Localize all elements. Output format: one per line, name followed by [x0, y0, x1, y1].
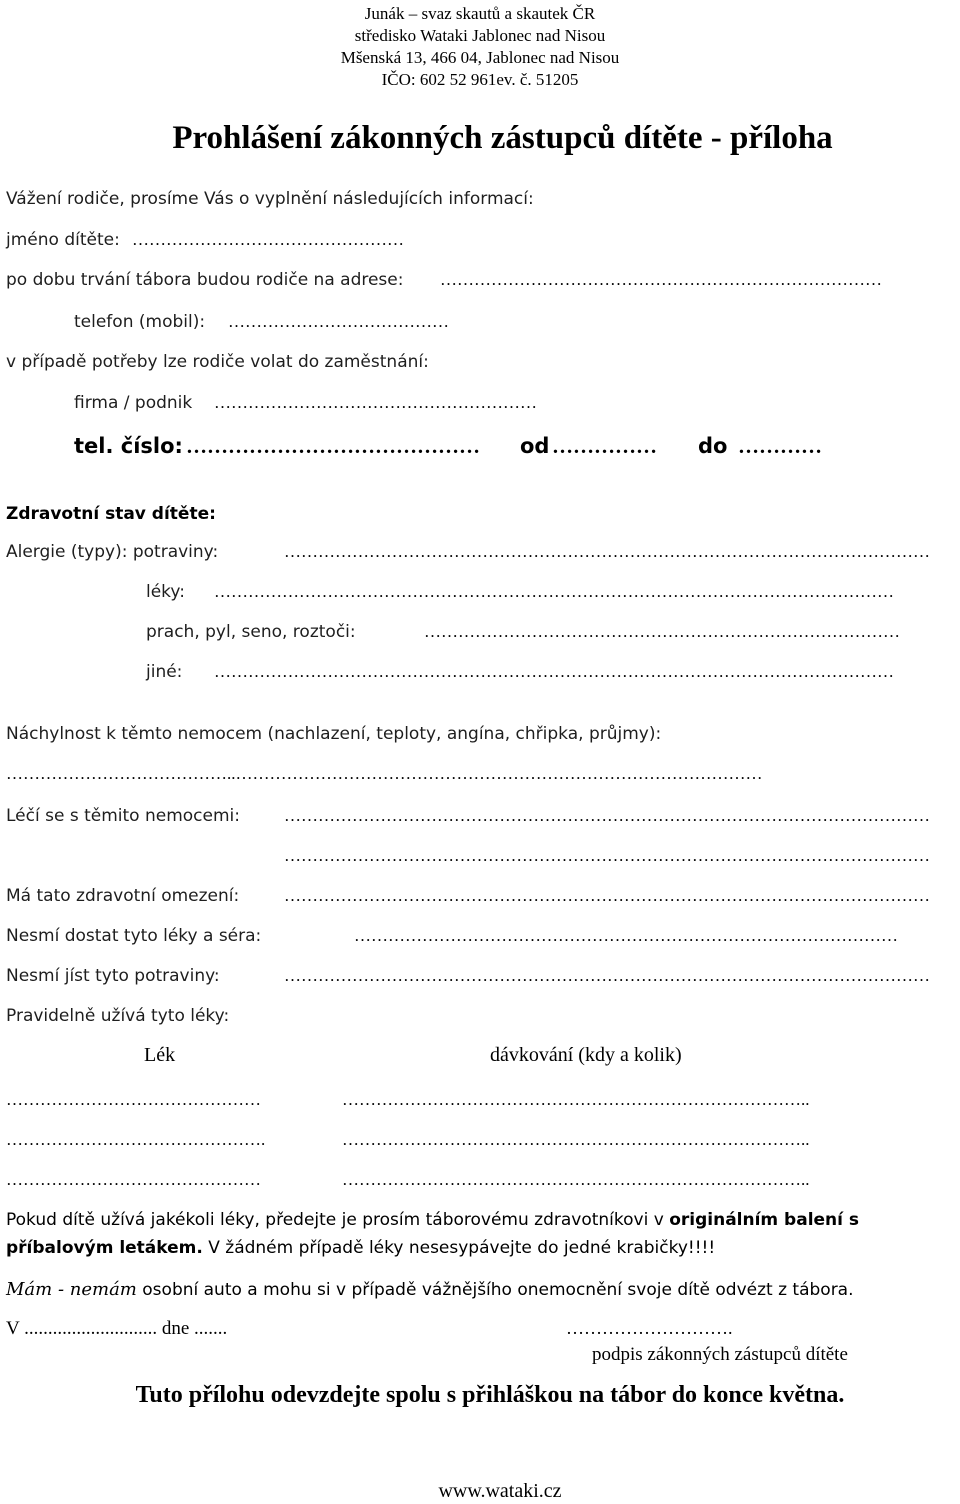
- signature-label: podpis zákonných zástupců dítěte: [592, 1344, 848, 1365]
- drug-field-2[interactable]: ……………………………………….: [6, 1130, 266, 1149]
- car-choice[interactable]: Mám - nemám: [6, 1279, 137, 1300]
- regular-drugs-label: Pravidelně užívá tyto léky:: [6, 1006, 230, 1026]
- place-date-field[interactable]: V ............................ dne .......: [6, 1318, 228, 1339]
- org-address: Mšenská 13, 466 04, Jablonec nad Nisou: [340, 48, 620, 67]
- org-name: Junák – svaz skautů a skautek ČR: [364, 4, 596, 23]
- from-field[interactable]: ……………: [552, 434, 657, 458]
- allergy-dust-label: prach, pyl, seno, roztoči:: [146, 622, 356, 642]
- medication-notice-warning: V žádném případě léky nesesypávejte do jedné krabičky!!!!: [202, 1238, 716, 1258]
- final-instruction: Tuto přílohu odevzdejte spolu s přihláškou na tábor do konce května.: [135, 1382, 845, 1408]
- car-statement: [6, 1279, 854, 1301]
- treated-field-1[interactable]: ……………………………………………………………………………………………………: [284, 806, 930, 825]
- limits-label: Má tato zdravotní omezení:: [6, 886, 240, 906]
- allergy-other-label: jiné:: [146, 662, 183, 682]
- child-name-label: jméno dítěte:: [6, 230, 120, 250]
- allergy-drugs-field[interactable]: …………………………………………………………………………………………………………: [214, 582, 894, 601]
- allergy-other-field[interactable]: …………………………………………………………………………………………………………: [214, 662, 894, 681]
- page-title: Prohlášení zákonných zástupců dítěte - příloha: [172, 120, 833, 156]
- allergy-drugs-label: léky:: [146, 582, 185, 602]
- signature-field[interactable]: ……………………….: [566, 1318, 733, 1338]
- medication-notice-text: Pokud dítě užívá jakékoli léky, předejte je prosím táborovému zdravotníkovi v: [6, 1210, 670, 1230]
- treated-field-2[interactable]: ……………………………………………………………………………………………………: [284, 846, 930, 865]
- to-label: do: [698, 434, 728, 458]
- tel-number-field[interactable]: ……………………………………: [186, 434, 480, 458]
- company-label: firma / podnik: [74, 393, 193, 413]
- limits-field[interactable]: ……………………………………………………………………………………………………: [284, 886, 930, 905]
- health-heading: Zdravotní stav dítěte:: [6, 504, 216, 524]
- prone-field[interactable]: …………………………………..…………………………………………………………………………………: [6, 764, 763, 783]
- medication-notice: [6, 1206, 946, 1262]
- child-name-field[interactable]: …………………………………………: [132, 230, 404, 249]
- company-field[interactable]: …………………………………………………: [214, 393, 537, 412]
- prone-label: Náchylnost k těmto nemocem (nachlazení, teploty, angína, chřipka, průjmy):: [6, 724, 662, 744]
- medication-notice-bold: originálním balení s příbalovým letákem.: [6, 1210, 860, 1258]
- intro-text: Vážení rodiče, prosíme Vás o vyplnění následujících informací:: [6, 189, 534, 209]
- from-label: od: [520, 434, 550, 458]
- dose-column-header: dávkování (kdy a kolik): [490, 1044, 682, 1066]
- address-label: po dobu trvání tábora budou rodiče na adrese:: [6, 270, 404, 290]
- tel-number-label: tel. číslo:: [74, 434, 183, 458]
- dose-field-2[interactable]: ………………………………………………………………………..: [342, 1130, 810, 1149]
- dose-field-1[interactable]: ………………………………………………………………………..: [342, 1090, 810, 1109]
- no-drugs-field[interactable]: ……………………………………………………………………………………: [354, 926, 898, 945]
- drug-column-header: Lék: [144, 1044, 176, 1066]
- drug-field-3[interactable]: ………………………………………: [6, 1170, 261, 1189]
- work-intro-label: v případě potřeby lze rodiče volat do zaměstnání:: [6, 352, 429, 372]
- dose-field-3[interactable]: ………………………………………………………………………..: [342, 1170, 810, 1189]
- allergy-food-label: Alergie (typy): potraviny:: [6, 542, 219, 562]
- car-statement-text: osobní auto a mohu si v případě vážnějšího onemocnění svoje dítě odvézt z tábora.: [136, 1280, 854, 1300]
- allergy-dust-field[interactable]: …………………………………………………………………………: [424, 622, 900, 641]
- phone-field[interactable]: …………………………………: [228, 312, 449, 331]
- no-drugs-label: Nesmí dostat tyto léky a séra:: [6, 926, 262, 946]
- org-unit: středisko Wataki Jablonec nad Nisou: [354, 26, 606, 45]
- no-food-field[interactable]: ……………………………………………………………………………………………………: [284, 966, 930, 985]
- to-field[interactable]: …………: [738, 434, 822, 458]
- phone-label: telefon (mobil):: [74, 312, 206, 332]
- allergy-food-field[interactable]: ……………………………………………………………………………………………………: [284, 542, 930, 561]
- no-food-label: Nesmí jíst tyto potraviny:: [6, 966, 220, 986]
- address-field[interactable]: ……………………………………………………………………: [440, 270, 882, 289]
- footer-url[interactable]: www.wataki.cz: [438, 1480, 562, 1502]
- treated-label: Léčí se s těmito nemocemi:: [6, 806, 240, 826]
- org-id: IČO: 602 52 961ev. č. 51205: [381, 70, 579, 89]
- drug-field-1[interactable]: ………………………………………: [6, 1090, 261, 1109]
